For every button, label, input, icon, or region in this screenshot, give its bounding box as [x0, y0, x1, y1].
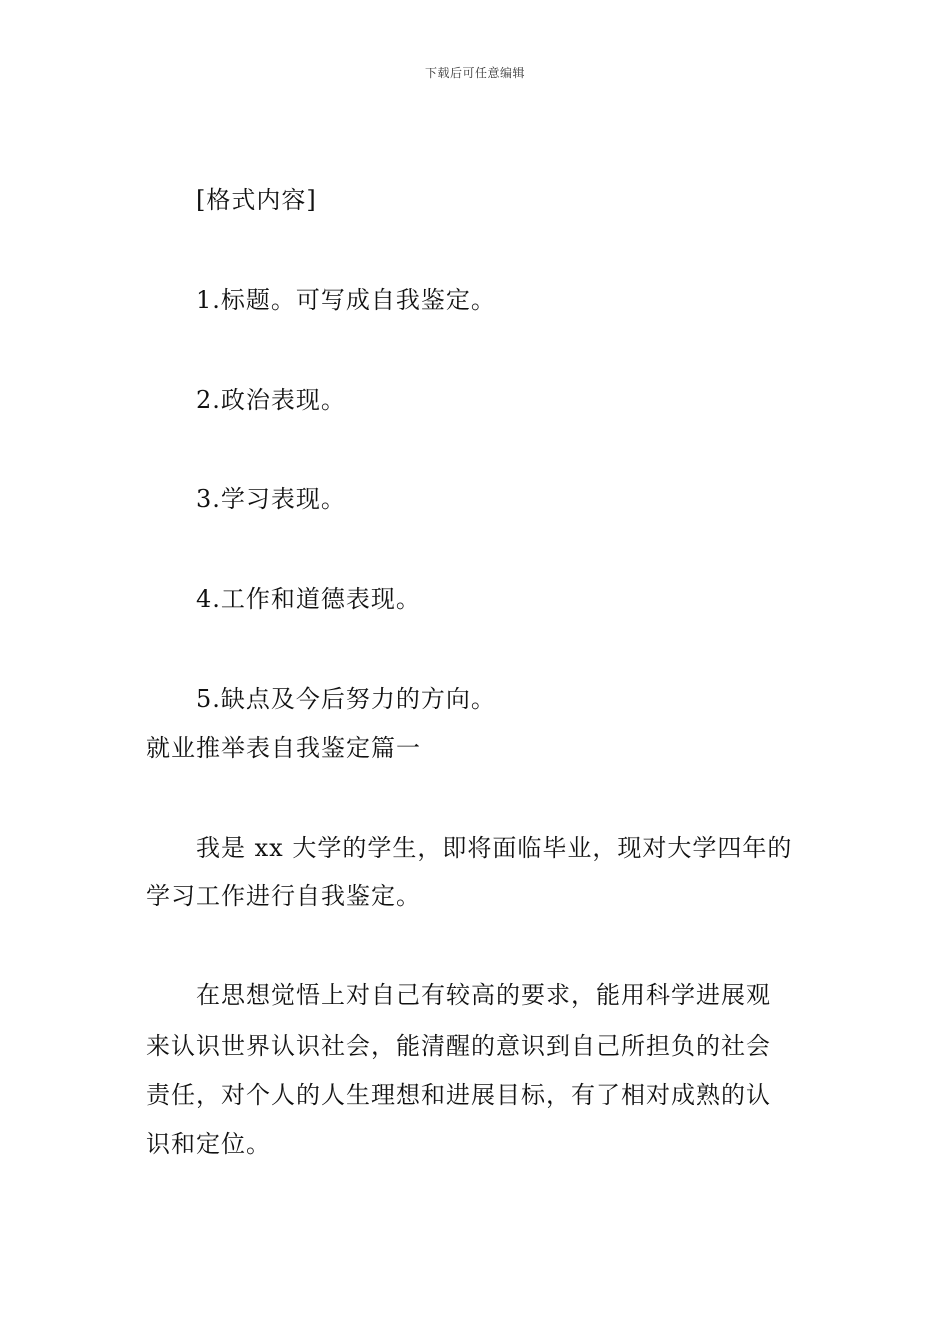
paragraph-line: 学习工作进行自我鉴定。: [146, 882, 421, 910]
format-item: 2.政治表现。: [196, 386, 346, 414]
format-item: 3.学习表现。: [196, 485, 346, 513]
format-item: 1.标题。可写成自我鉴定。: [196, 286, 496, 314]
format-item: 5.缺点及今后努力的方向。: [196, 685, 496, 713]
paragraph-line: 来认识世界认识社会，能清醒的意识到自己所担负的社会: [146, 1032, 771, 1060]
paragraph-line: 我是 xx 大学的学生，即将面临毕业，现对大学四年的: [196, 834, 793, 862]
page-header: 下载后可任意编辑: [424, 66, 525, 80]
paragraph-line: 在思想觉悟上对自己有较高的要求，能用科学进展观: [196, 981, 771, 1009]
format-title: [格式内容]: [196, 186, 317, 214]
format-item: 4.工作和道德表现。: [196, 585, 421, 613]
section-heading: 就业推举表自我鉴定篇一: [146, 734, 421, 762]
paragraph-line: 识和定位。: [146, 1130, 271, 1158]
paragraph-line: 责任，对个人的人生理想和进展目标，有了相对成熟的认: [146, 1081, 771, 1109]
